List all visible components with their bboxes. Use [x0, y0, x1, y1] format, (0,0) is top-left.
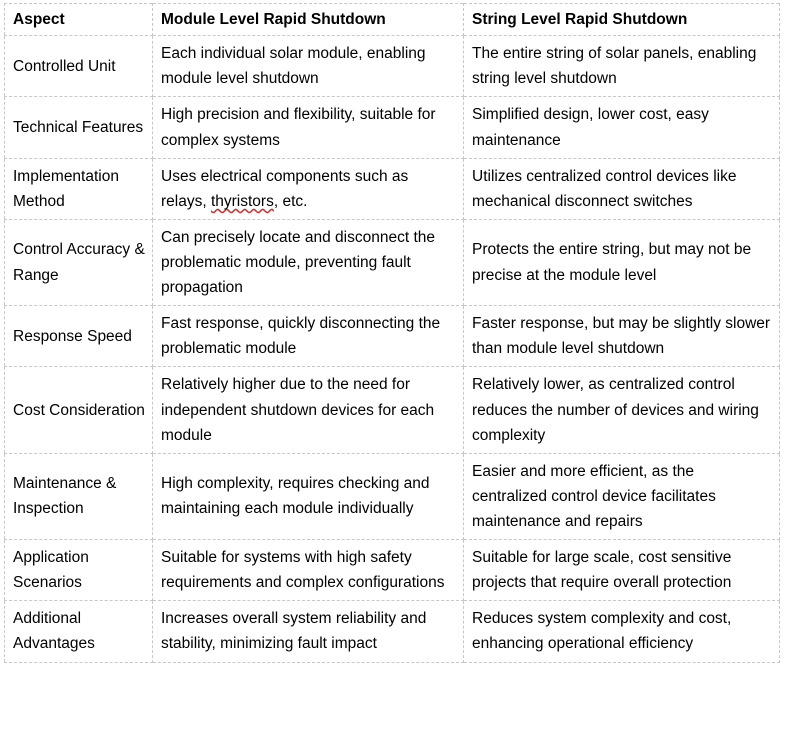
table-cell: Suitable for systems with high safety requirements and complex configurations: [153, 540, 464, 601]
table-cell: Utilizes centralized control devices like mechanical disconnect switches: [464, 158, 780, 219]
table-row: [5, 453, 780, 539]
column-header-string-level-rapid-shutdown: String Level Rapid Shutdown: [464, 4, 780, 36]
table-cell: Faster response, but may be slightly slower than module level shutdown: [464, 306, 780, 367]
table-body: [5, 36, 780, 662]
row-aspect-label: Controlled Unit: [5, 36, 153, 97]
row-aspect-label: Cost Consideration: [5, 367, 153, 453]
table-cell: Relatively higher due to the need for independent shutdown devices for each module: [153, 367, 464, 453]
row-aspect-label: Maintenance & Inspection: [5, 453, 153, 539]
table-row: [5, 601, 780, 662]
row-aspect-label: Control Accuracy & Range: [5, 219, 153, 305]
table-cell: Increases overall system reliability and stability, minimizing fault impact: [153, 601, 464, 662]
table-cell: High complexity, requires checking and maintaining each module individually: [153, 453, 464, 539]
row-aspect-label: Additional Advantages: [5, 601, 153, 662]
table-cell: High precision and flexibility, suitable for complex systems: [153, 97, 464, 158]
table-row: [5, 158, 780, 219]
row-aspect-label: Response Speed: [5, 306, 153, 367]
table-cell: The entire string of solar panels, enabling string level shutdown: [464, 36, 780, 97]
table-cell: Uses electrical components such as relays, thyristors, etc.: [153, 158, 464, 219]
table-header-row: [5, 4, 780, 36]
table-cell: Each individual solar module, enabling module level shutdown: [153, 36, 464, 97]
spellcheck-flagged-word: thyristors: [210, 192, 274, 210]
table-row: [5, 367, 780, 453]
row-aspect-label: Technical Features: [5, 97, 153, 158]
table-row: [5, 219, 780, 305]
column-header-module-level-rapid-shutdown: Module Level Rapid Shutdown: [153, 4, 464, 36]
row-aspect-label: Application Scenarios: [5, 540, 153, 601]
table-row: [5, 540, 780, 601]
table-cell: Easier and more efficient, as the centralized control device facilitates maintenance and repairs: [464, 453, 780, 539]
table-cell: Reduces system complexity and cost, enhancing operational efficiency: [464, 601, 780, 662]
table-cell: Protects the entire string, but may not be precise at the module level: [464, 219, 780, 305]
table-cell: Simplified design, lower cost, easy maintenance: [464, 97, 780, 158]
row-aspect-label: Implementation Method: [5, 158, 153, 219]
table-cell: Suitable for large scale, cost sensitive projects that require overall protection: [464, 540, 780, 601]
table-header: [5, 4, 780, 36]
table-cell: Can precisely locate and disconnect the problematic module, preventing fault propagation: [153, 219, 464, 305]
table-cell: Relatively lower, as centralized control reduces the number of devices and wiring complexity: [464, 367, 780, 453]
table-row: [5, 36, 780, 97]
comparison-table: [4, 3, 780, 663]
table-cell: Fast response, quickly disconnecting the problematic module: [153, 306, 464, 367]
table-row: [5, 306, 780, 367]
table-row: [5, 97, 780, 158]
column-header-aspect: Aspect: [5, 4, 153, 36]
